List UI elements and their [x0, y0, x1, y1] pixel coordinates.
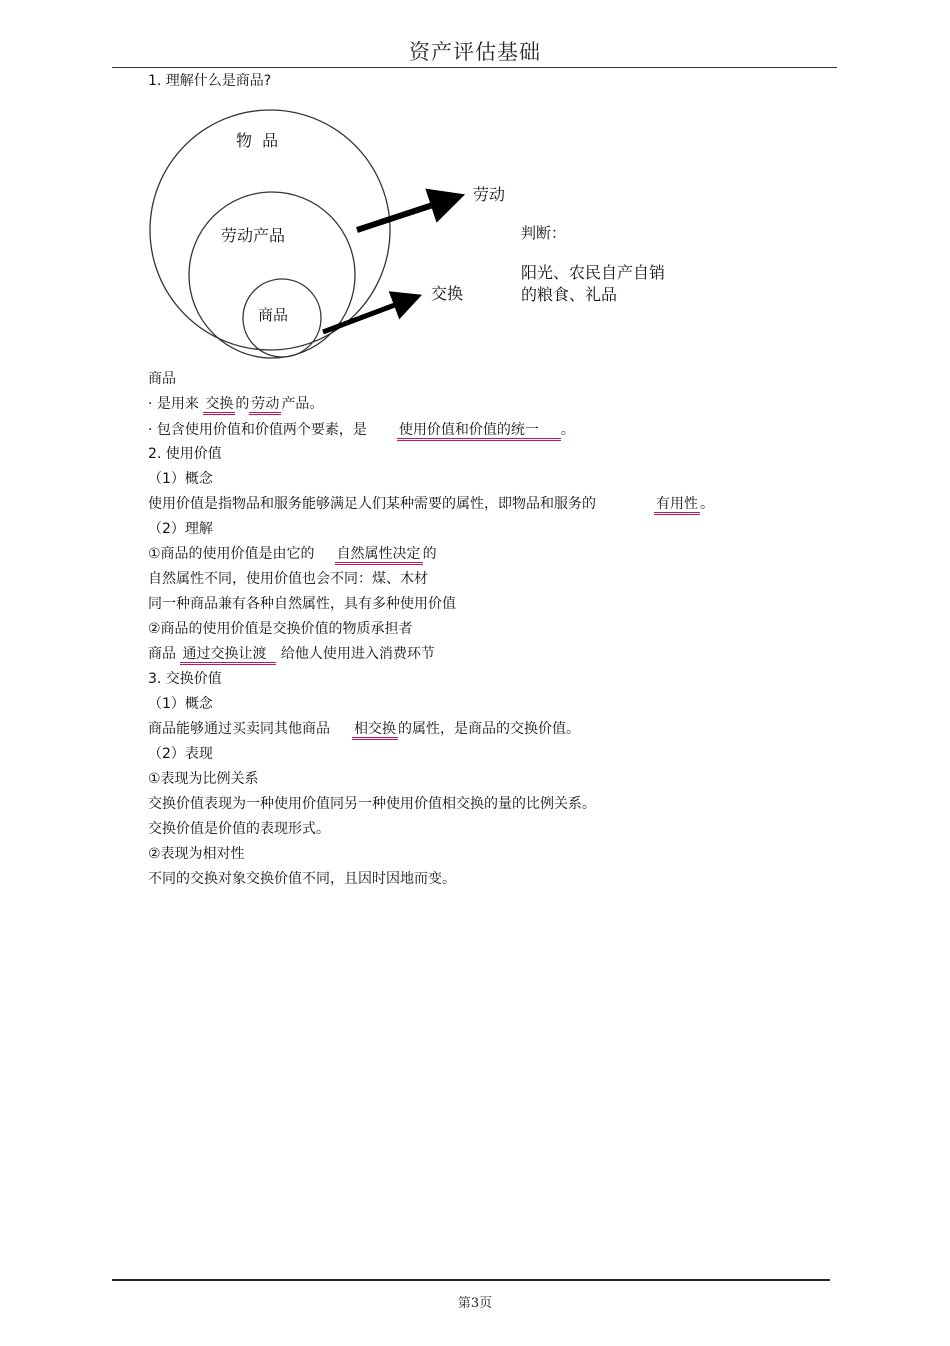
text: 给他人使用进入消费环节	[280, 646, 435, 662]
text: · 是用来	[148, 396, 199, 412]
paragraph: ②表现为相对性	[148, 846, 245, 862]
fill-blank: 自然属性决定	[335, 546, 423, 565]
footer-rule	[112, 1279, 830, 1281]
text: · 包含使用价值和价值两个要素，是	[148, 422, 367, 438]
subsection-heading: （2）理解	[148, 521, 213, 537]
section-heading: 3. 交换价值	[148, 671, 222, 687]
fill-blank: 相交换	[352, 721, 398, 740]
subsection-heading: （1）概念	[148, 471, 213, 487]
commodity-heading: 商品	[148, 371, 176, 387]
text: 产品。	[281, 396, 324, 412]
fill-blank: 使用价值和价值的统一	[397, 422, 561, 441]
paragraph: 不同的交换对象交换价值不同，且因时因地而变。	[148, 871, 456, 887]
paragraph: 交换价值表现为一种使用价值同另一种使用价值相交换的量的比例关系。	[148, 796, 596, 812]
fill-blank: 通过交换让渡	[180, 646, 276, 665]
fill-blank: 劳动	[249, 396, 281, 415]
text: 的	[235, 396, 250, 412]
judge-label: 判断：	[521, 224, 567, 242]
text: 。	[700, 496, 714, 512]
fill-blank: 有用性	[654, 496, 700, 515]
subsection-heading: （1）概念	[148, 696, 213, 712]
middle-circle-labor-products	[189, 192, 355, 358]
page-title: 资产评估基础	[409, 40, 541, 64]
use-value-point-2	[148, 645, 435, 665]
paragraph: 交换价值是价值的表现形式。	[148, 821, 330, 837]
arrow-exchange	[323, 300, 408, 332]
arrow-exchange-label: 交换	[431, 284, 464, 303]
inner-circle-label: 商品	[258, 306, 289, 324]
use-value-point-1	[148, 545, 437, 565]
paragraph: 同一种商品兼有各种自然属性，具有多种使用价值	[148, 596, 456, 612]
page-number: 第3页	[457, 1296, 493, 1311]
question-heading: 1. 理解什么是商品?	[148, 73, 272, 89]
section-heading: 2. 使用价值	[148, 446, 222, 462]
header-rule	[112, 67, 837, 68]
commodity-bullet-1	[148, 395, 323, 415]
exchange-value-definition	[148, 720, 580, 740]
text: 。	[560, 422, 575, 438]
commodity-diagram	[148, 100, 708, 362]
paragraph: ①表现为比例关系	[148, 771, 259, 787]
judge-line-2: 的粮食、礼品	[521, 285, 618, 304]
paragraph: 自然属性不同，使用价值也会不同：煤、木材	[148, 571, 428, 587]
text: ①商品的使用价值是由它的	[148, 546, 315, 562]
commodity-bullet-2	[148, 421, 575, 441]
arrow-labor-label: 劳动	[473, 185, 506, 204]
text: 商品	[148, 646, 176, 662]
fill-blank: 交换	[203, 396, 235, 415]
outer-circle-label: 物 品	[236, 131, 279, 150]
text: 的属性，是商品的交换价值。	[398, 721, 580, 737]
middle-circle-label: 劳动产品	[221, 226, 286, 245]
text: 使用价值是指物品和服务能够满足人们某种需要的属性，即物品和服务的	[148, 496, 596, 512]
text: 的	[422, 546, 437, 562]
text: 商品能够通过买卖同其他商品	[148, 721, 330, 737]
arrow-labor	[357, 200, 448, 230]
subsection-heading: （2）表现	[148, 746, 213, 762]
judge-line-1: 阳光、农民自产自销	[521, 263, 666, 282]
paragraph: ②商品的使用价值是交换价值的物质承担者	[148, 621, 413, 637]
use-value-definition	[148, 495, 714, 515]
